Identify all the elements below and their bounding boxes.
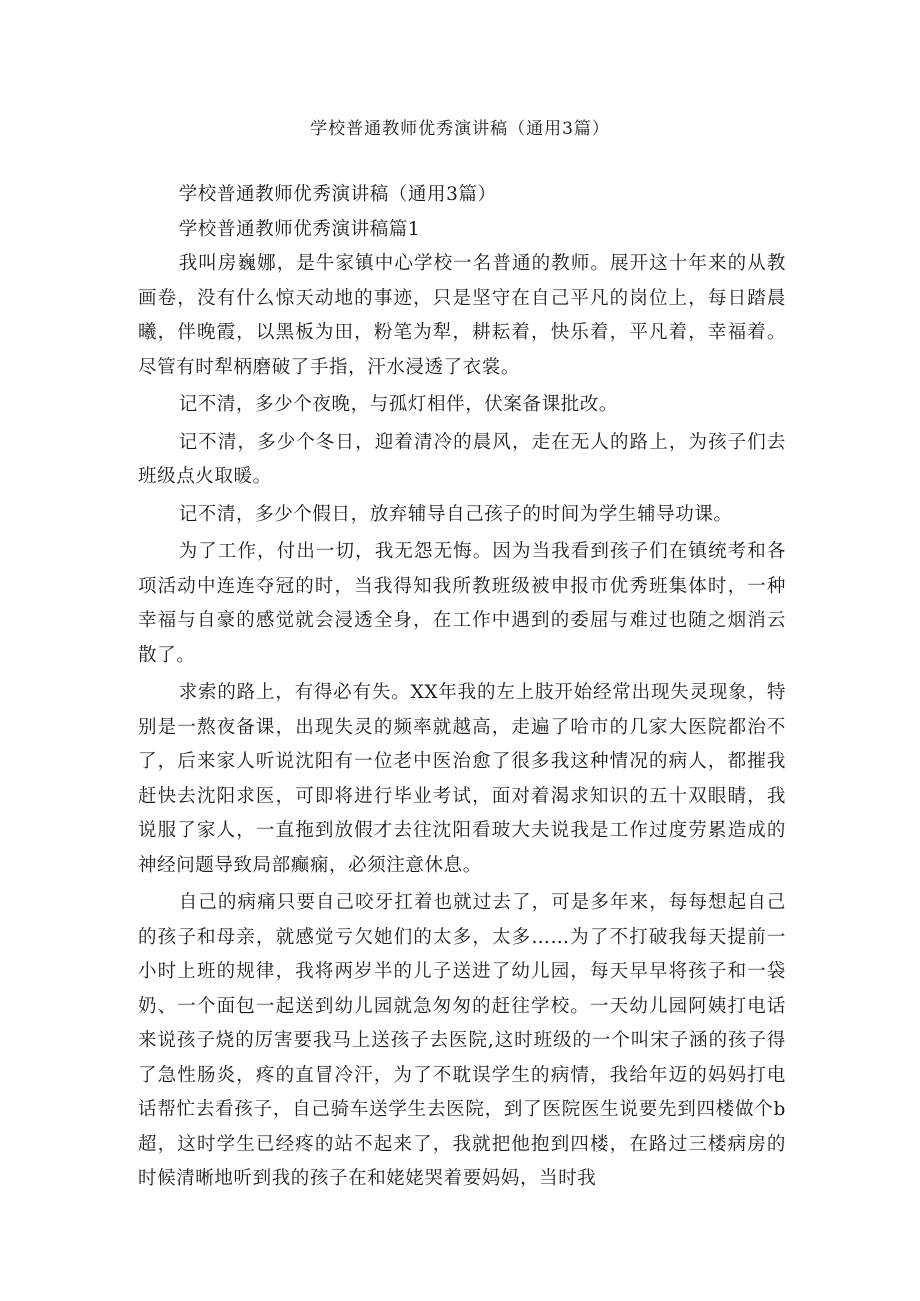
document-body — [138, 178, 786, 1197]
paragraph-holidays: 记不清，多少个假日，放弃辅导自己孩子的时间为学生辅导功课。 — [178, 503, 733, 525]
paragraph-family: 自己的病痛只要自己咬牙扛着也就过去了，可是多年来，每每想起自己的孩子和母亲，就感觉亏欠她们的太多，太多……为了不打破我每天提前一小时上班的规律，我将两岁半的儿子送进了幼儿园，每天早早将孩子和一袋奶、一个面包一起送到幼儿园就急匆匆的赶往学校。一天幼儿园阿姨打电话来说孩子烧的厉害要我马上送孩子去医院,这时班级的一个叫宋子涵的孩子得了急性肠炎，疼的直冒冷汗，为了不耽误学生的病情，我给年迈的妈妈打电话帮忙去看孩子，自己骑车送学生去医院，到了医院医生说要先到四楼做个b超，这时学生已经疼的站不起来了，我就把他抱到四楼，在路过三楼病房的时候清晰地听到我的孩子在和姥姥哭着要妈妈，当时我 — [138, 892, 786, 1189]
paragraph-intro: 我叫房巍娜，是牛家镇中心学校一名普通的教师。展开这十年来的从教画卷，没有什么惊天动地的事迹，只是坚守在自己平凡的岗位上，每日踏晨曦，伴晚霞，以黑板为田，粉笔为犁，耕耘着，快乐着，平凡着，幸福着。尽管有时犁柄磨破了手指，汗水浸透了衣裳。 — [138, 253, 786, 378]
paragraph-section-heading: 学校普通教师优秀演讲稿篇1 — [178, 218, 421, 240]
paragraph-winter-days: 记不清，多少个冬日，迎着清冷的晨风，走在无人的路上，为孩子们去班级点火取暖。 — [138, 431, 786, 487]
paragraph-heading-main: 学校普通教师优秀演讲稿（通用3篇） — [178, 184, 497, 205]
paragraph-no-regrets: 为了工作，付出一切，我无怨无悔。因为当我看到孩子们在镇统考和各项活动中连连夺冠的时，当我得知我所教班级被申报市优秀班集体时，一种幸福与自豪的感觉就会浸透全身，在工作中遇到的委屈与难过也随之烟消云散了。 — [138, 541, 786, 666]
document-title: 学校普通教师优秀演讲稿（通用3篇） — [310, 119, 610, 139]
paragraph-illness: 求索的路上，有得必有失。XX年我的左上肢开始经常出现失灵现象，特别是一熬夜备课，出现失灵的频率就越高，走遍了哈市的几家大医院都治不了，后来家人听说沈阳有一位老中医治愈了很多我这种情况的病人，都摧我赶快去沈阳求医，可即将进行毕业考试，面对着渴求知识的五十双眼睛，我说服了家人，一直拖到放假才去往沈阳看玻大夫说我是工作过度劳累造成的神经问题导致局部癫痫，必须注意休息。 — [138, 682, 786, 876]
paragraph-nights: 记不清，多少个夜晚，与孤灯相伴，伏案备课批改。 — [178, 394, 618, 415]
